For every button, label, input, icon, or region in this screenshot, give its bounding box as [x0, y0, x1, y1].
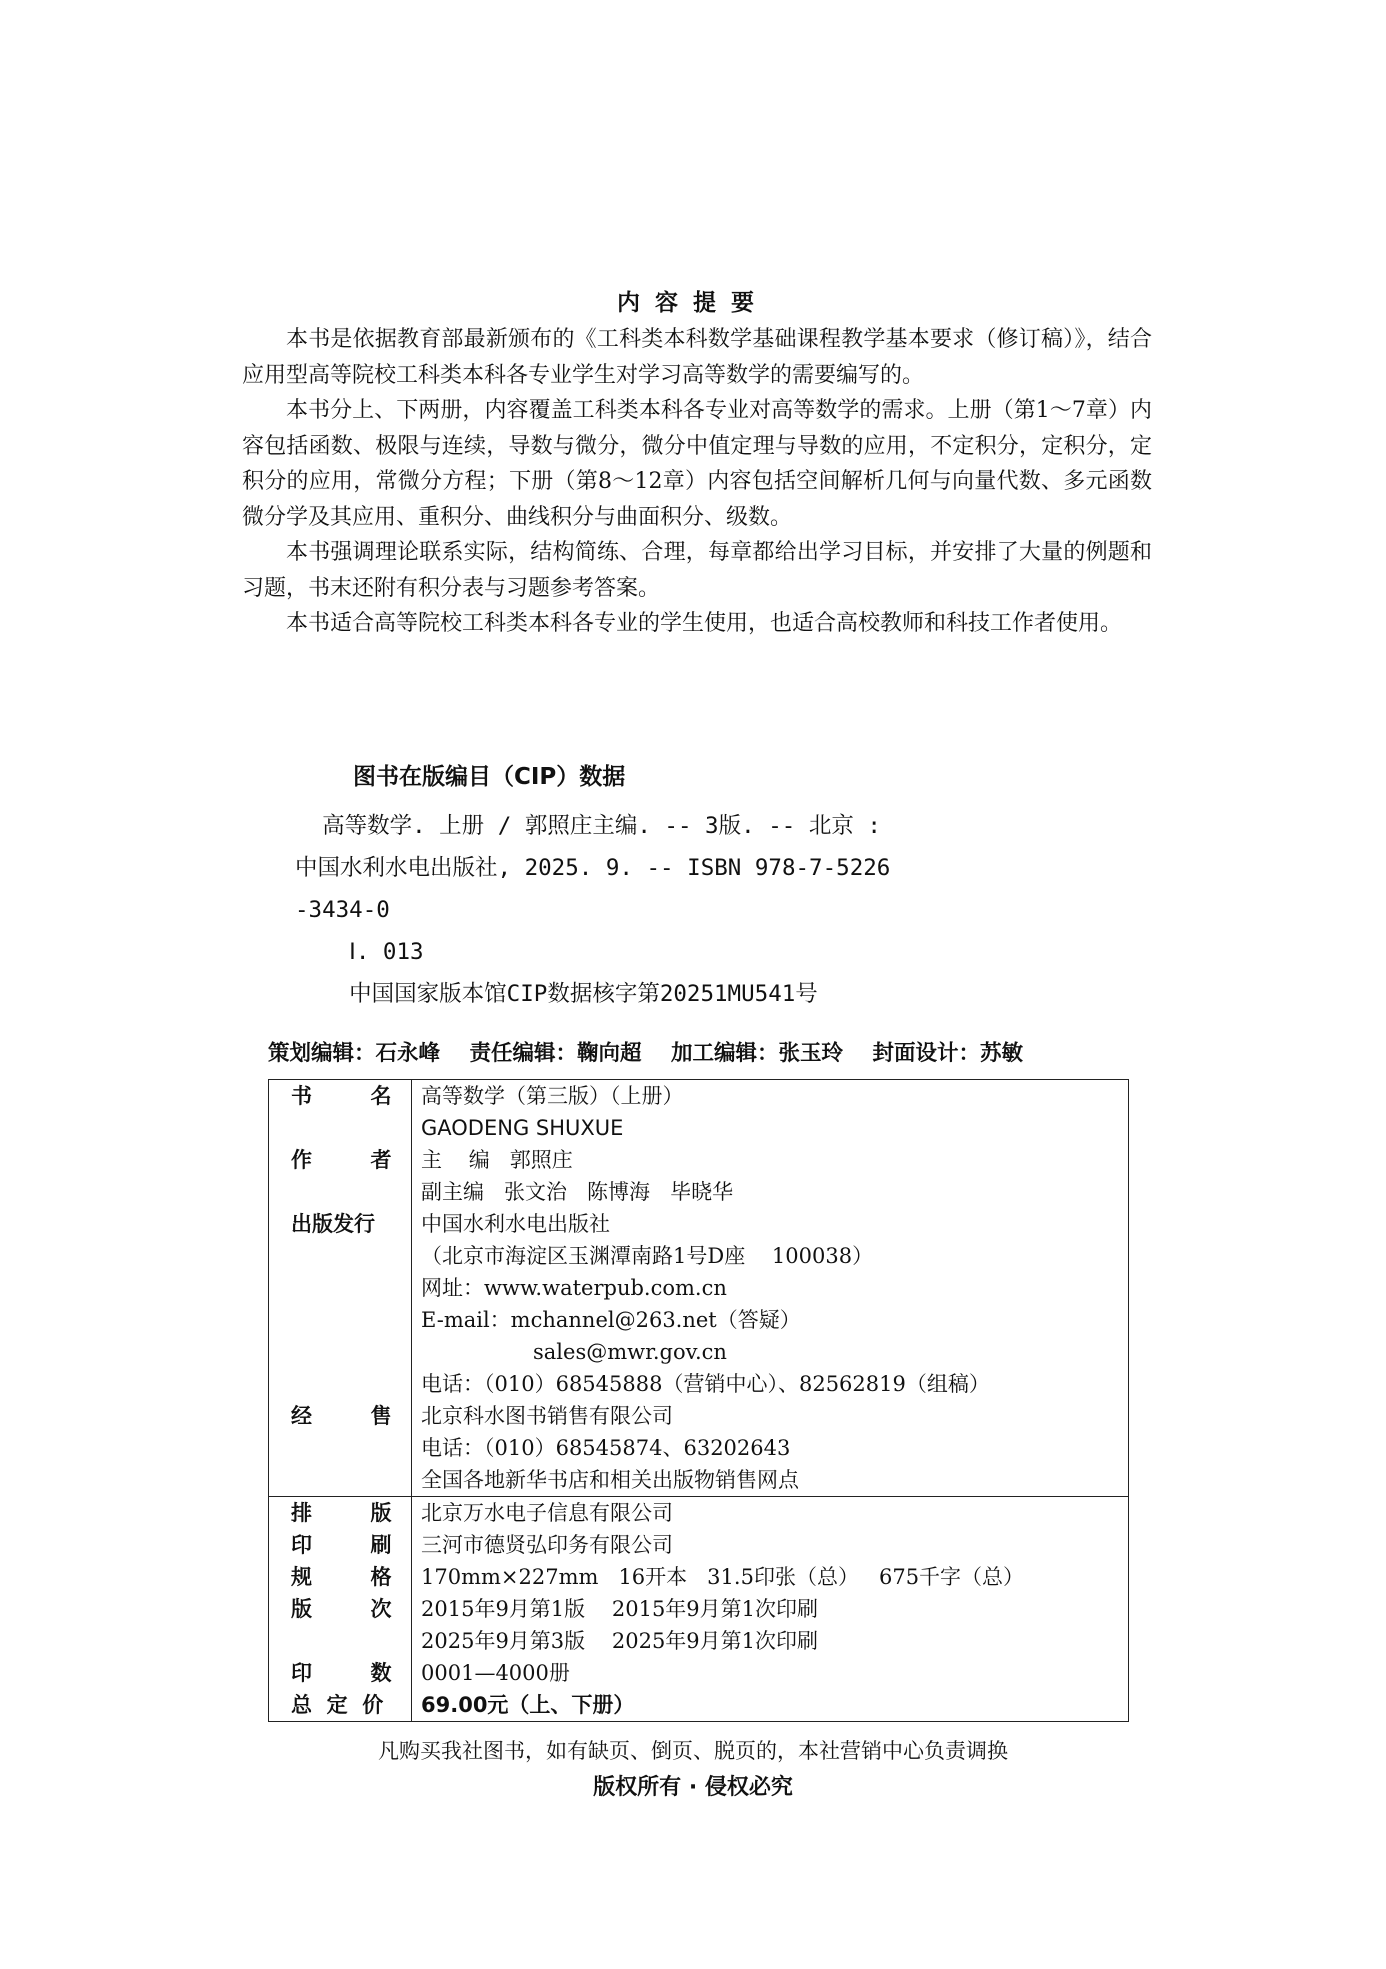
label-title: 书 名 — [291, 1084, 392, 1108]
summary-paragraph: 本书是依据教育部最新颁布的《工科类本科数学基础课程教学基本要求（修订稿）》，结合应用型高等院校工科类本科各专业学生对学习高等数学的需要编写的。 — [242, 327, 1152, 388]
copyright-notice: 版权所有 · 侵权必究 — [593, 1775, 793, 1800]
label-print-run: 印 数 — [291, 1661, 392, 1685]
edition-first: 2015年9月第1版 2015年9月第1次印刷 — [421, 1597, 819, 1621]
credit-planning-editor: 策划编辑：石永峰 — [268, 1041, 441, 1066]
deputy-editors: 副主编 张文治 陈博海 毕晓华 — [421, 1180, 734, 1204]
cip-line: Ⅰ. 013 — [295, 939, 424, 965]
publisher-phone: 电话：（010）68545888（营销中心）、82562819（组稿） — [421, 1372, 990, 1396]
typesetter: 北京万水电子信息有限公司 — [421, 1501, 673, 1525]
summary-body — [242, 322, 1152, 642]
publisher-address: （北京市海淀区玉渊潭南路1号D座 100038） — [421, 1244, 874, 1268]
editor-credits — [268, 1036, 1128, 1067]
value-column — [412, 1080, 1129, 1497]
publisher-name: 中国水利水电出版社 — [421, 1212, 610, 1236]
credit-processing-editor: 加工编辑：张玉玲 — [671, 1041, 844, 1066]
publisher-email: E-mail：mchannel@263.net（答疑） — [421, 1308, 801, 1332]
table-block-publication — [269, 1080, 1129, 1497]
total-price: 69.00元（上、下册） — [421, 1693, 635, 1717]
label-typesetting: 排 版 — [291, 1501, 392, 1525]
publisher-website: 网址：www.waterpub.com.cn — [421, 1276, 727, 1300]
summary-paragraph: 本书分上、下两册，内容覆盖工科类本科各专业对高等数学的需求。上册（第1～7章）内容包括函数、极限与连续，导数与微分，微分中值定理与导数的应用，不定积分，定积分，定积分的应用，常微分方程；下册（第8～12章）内容包括空间解析几何与向量代数、多元函数微分学及其应用、重积分、曲线积分与曲面积分、级数。 — [242, 398, 1152, 530]
cip-line: 高等数学. 上册 / 郭照庄主编. -- 3版. -- 北京 : — [295, 813, 881, 839]
specification: 170mm×227mm 16开本 31.5印张（总） 675千字（总） — [421, 1565, 1025, 1589]
summary-paragraph: 本书强调理论联系实际，结构简练、合理，每章都给出学习目标，并安排了大量的例题和习题，书末还附有积分表与习题参考答案。 — [242, 540, 1152, 601]
book-title: 高等数学（第三版）（上册） — [421, 1084, 684, 1108]
cip-heading: 图书在版编目（CIP）数据 — [353, 764, 626, 790]
label-total-price: 总 定 价 — [291, 1693, 384, 1717]
label-author: 作 者 — [291, 1148, 392, 1172]
label-distribution: 经 售 — [291, 1404, 392, 1428]
summary-paragraph: 本书适合高等院校工科类本科各专业的学生使用，也适合高校教师和科技工作者使用。 — [286, 611, 1123, 636]
publication-info-table — [268, 1079, 1129, 1722]
label-column — [269, 1497, 412, 1722]
edition-third: 2025年9月第3版 2025年9月第1次印刷 — [421, 1629, 819, 1653]
distributor-outlets: 全国各地新华书店和相关出版物销售网点 — [421, 1468, 799, 1492]
cip-block — [295, 758, 1095, 1015]
book-title-pinyin: GAODENG SHUXUE — [421, 1116, 624, 1140]
distributor-name: 北京科水图书销售有限公司 — [421, 1404, 673, 1428]
cip-line: 中国国家版本馆CIP数据核字第20251MU541号 — [295, 981, 818, 1007]
printer: 三河市德贤弘印务有限公司 — [421, 1533, 673, 1557]
chief-editor: 主 编 郭照庄 — [421, 1148, 573, 1172]
distributor-phone: 电话：（010）68545874、63202643 — [421, 1436, 791, 1460]
label-publisher: 出版发行 — [291, 1212, 375, 1236]
print-run: 0001—4000册 — [421, 1661, 570, 1685]
label-specification: 规 格 — [291, 1565, 392, 1589]
label-edition: 版 次 — [291, 1597, 392, 1621]
publisher-email-sales: sales@mwr.gov.cn — [533, 1340, 727, 1364]
label-column — [269, 1080, 412, 1497]
value-column — [412, 1497, 1129, 1722]
replacement-notice: 凡购买我社图书，如有缺页、倒页、脱页的，本社营销中心负责调换 — [378, 1739, 1008, 1763]
label-printing: 印 刷 — [291, 1533, 392, 1557]
cip-line: -3434-0 — [295, 897, 390, 923]
cip-line: 中国水利水电出版社, 2025. 9. -- ISBN 978-7-5226 — [295, 855, 891, 881]
summary-title: 内容提要 — [617, 290, 769, 316]
credit-cover-design: 封面设计：苏敏 — [872, 1041, 1024, 1066]
table-block-printing — [269, 1497, 1129, 1722]
credit-responsible-editor: 责任编辑：鞠向超 — [469, 1041, 642, 1066]
